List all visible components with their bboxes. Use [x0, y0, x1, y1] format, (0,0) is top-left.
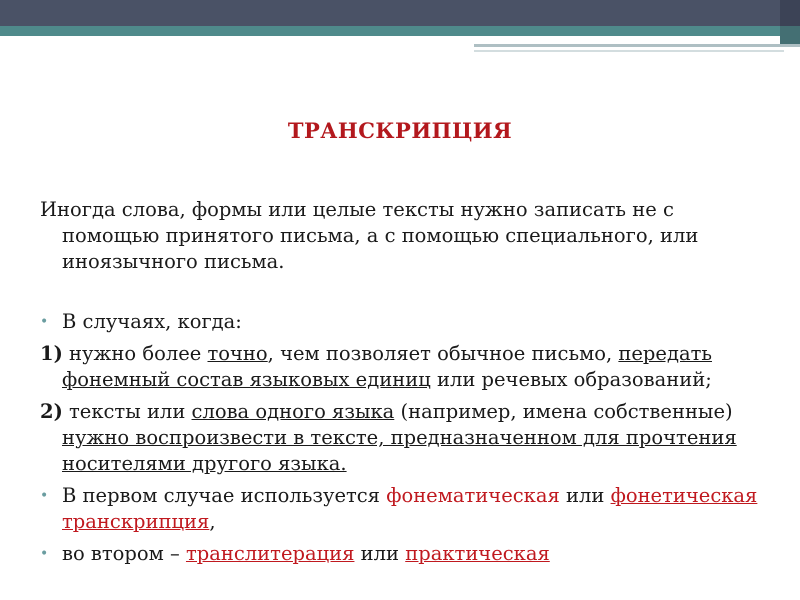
bullet-text: В случаях, когда: [62, 310, 242, 333]
bullet-item [40, 483, 760, 535]
highlight-term: практическая [405, 542, 550, 565]
highlight-term: транслитерация [185, 542, 355, 565]
slide-body [40, 197, 760, 567]
highlight-term: фонетическая транскрипция [62, 484, 758, 533]
header-accent-end [780, 26, 800, 46]
case-underlined: передать фонемный состав языковых единиц [62, 342, 712, 391]
bullet-text: во втором – [62, 542, 186, 565]
case-2 [40, 399, 760, 477]
bullet-text: или [559, 484, 611, 507]
case-text: , чем позволяет обычное письмо, [267, 342, 619, 365]
case-underlined: точно [207, 342, 268, 365]
case-text: тексты или [62, 400, 192, 423]
case-number: 1) [40, 342, 63, 365]
highlight-term: фонематическая [386, 484, 560, 507]
case-number: 2) [40, 400, 63, 423]
case-text: или речевых образований; [430, 368, 712, 391]
bullet-icon: • [40, 488, 49, 504]
case-underlined: нужно воспроизвести в тексте, предназначенном для прочтения носителями другого языка. [62, 426, 737, 475]
case-text: нужно более [62, 342, 208, 365]
case-underlined: слова одного языка [191, 400, 395, 423]
header-bar-end [780, 0, 800, 26]
header-bar [0, 0, 780, 26]
intro-paragraph: Иногда слова, формы или целые тексты нужно записать не с помощью принятого письма, а с помощью специального, или иноязычного письма. [40, 198, 699, 273]
bullet-icon: • [40, 546, 49, 562]
case-text: (например, имена собственные) [394, 400, 733, 423]
bullet-text: , [209, 510, 216, 533]
header-accent-bar [0, 26, 780, 36]
header-rule-2 [474, 50, 784, 52]
header-rule-1 [474, 44, 800, 47]
bullet-text: или [354, 542, 406, 565]
bullet-item [40, 541, 760, 567]
case-1 [40, 341, 760, 393]
bullet-item [40, 309, 760, 335]
bullet-text: В первом случае используется [62, 484, 387, 507]
slide-title: ТРАНСКРИПЦИЯ [287, 118, 513, 143]
bullet-icon: • [40, 314, 49, 330]
